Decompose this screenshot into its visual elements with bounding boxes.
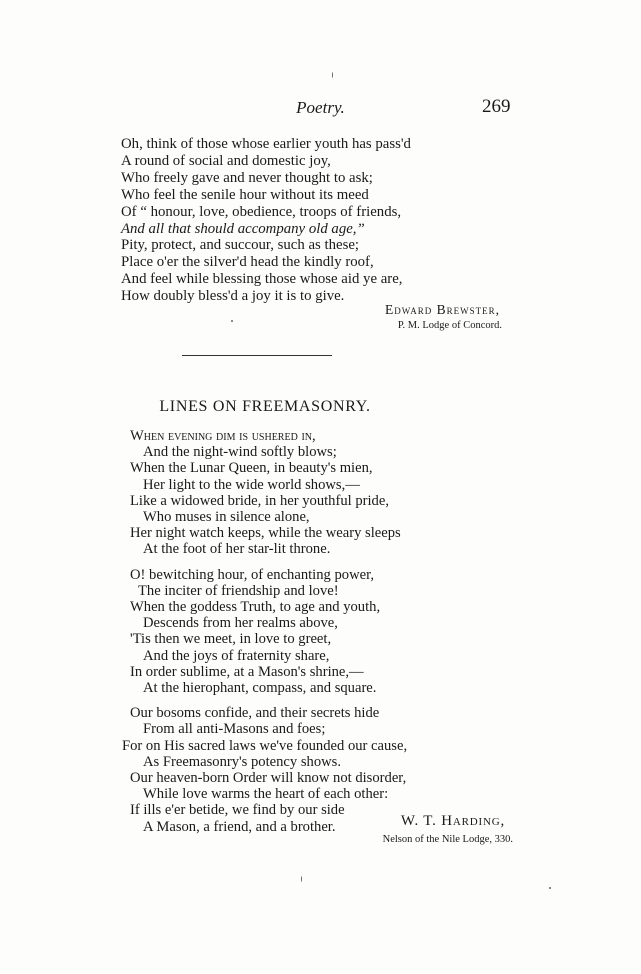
poem-first [121, 136, 411, 305]
poem-line: A round of social and domestic joy, [121, 152, 331, 169]
poem-line: Who freely gave and never thought to ask; [121, 169, 373, 186]
poem-line: For on His sacred laws we've founded our cause, [122, 737, 408, 754]
poem-line: As Freemasonry's potency shows. [143, 753, 341, 770]
ink-speck [231, 320, 233, 322]
poem-line: At the hierophant, compass, and square. [143, 680, 377, 697]
poem-line: In order sublime, at a Mason's shrine,— [130, 663, 364, 680]
poem-second [122, 428, 408, 835]
poem-line: And feel while blessing those whose aid ye are, [121, 271, 403, 288]
poem-line: Who feel the senile hour without its meed [121, 186, 369, 203]
poem-line: If ills e'er betide, we find by our side [130, 802, 345, 819]
page-number: 269 [482, 96, 511, 117]
poem-line: Our bosoms confide, and their secrets hide [130, 705, 380, 722]
poem-line: 'Tis then we meet, in love to greet, [130, 631, 332, 648]
author-signature-brewster: Edward Brewster, [385, 302, 500, 317]
running-header-title: Poetry. [296, 98, 345, 117]
poem-line: Of “ honour, love, obedience, troops of friends, [121, 203, 402, 220]
poem-line: Her light to the wide world shows,— [143, 476, 360, 493]
poem-line-quotation: And all that should accompany old age,” [121, 220, 365, 237]
poem-line: And the night-wind softly blows; [143, 444, 337, 461]
poem-line: Our heaven-born Order will know not disorder, [130, 770, 407, 787]
poem-line: And the joys of fraternity share, [143, 647, 330, 664]
ink-speck [549, 887, 551, 889]
ink-speck [332, 72, 333, 78]
ink-speck [301, 876, 302, 882]
poem-line: A Mason, a friend, and a brother. [143, 818, 336, 835]
poem-line: Oh, think of those whose earlier youth has pass'd [121, 136, 411, 152]
poem-line: While love warms the heart of each other: [143, 786, 389, 803]
poem-line: Like a widowed bride, in her youthful pride, [130, 492, 389, 509]
stanza [130, 428, 407, 558]
poem-line: When evening dim is ushered in, [130, 428, 316, 444]
author-signature-harding: W. T. Harding, [400, 813, 505, 829]
poem-line: The inciter of friendship and love! [138, 582, 339, 599]
poem-line: Her night watch keeps, while the weary sleeps [130, 525, 401, 542]
poem-line: Who muses in silence alone, [143, 509, 310, 526]
poem-title: LINES ON FREEMASONRY. [159, 398, 371, 415]
poem-line: Descends from her realms above, [143, 615, 338, 632]
poem-line: When the goddess Truth, to age and youth, [130, 599, 381, 616]
poem-line: Place o'er the silver'd head the kindly roof, [121, 254, 374, 271]
poem-line: When the Lunar Queen, in beauty's mien, [130, 460, 373, 477]
poem-line: O! bewitching hour, of enchanting power, [130, 566, 375, 583]
section-divider [182, 355, 332, 356]
poem-line: From all anti-Masons and foes; [143, 721, 326, 738]
stanza [130, 567, 407, 697]
author-lodge-brewster: P. M. Lodge of Concord. [397, 320, 502, 331]
poem-line: How doubly bless'd a joy it is to give. [121, 288, 345, 305]
poem-line: At the foot of her star-lit throne. [143, 541, 331, 558]
author-lodge-harding: Nelson of the Nile Lodge, 330. [382, 834, 513, 845]
poem-line: Pity, protect, and succour, such as these; [121, 237, 360, 254]
